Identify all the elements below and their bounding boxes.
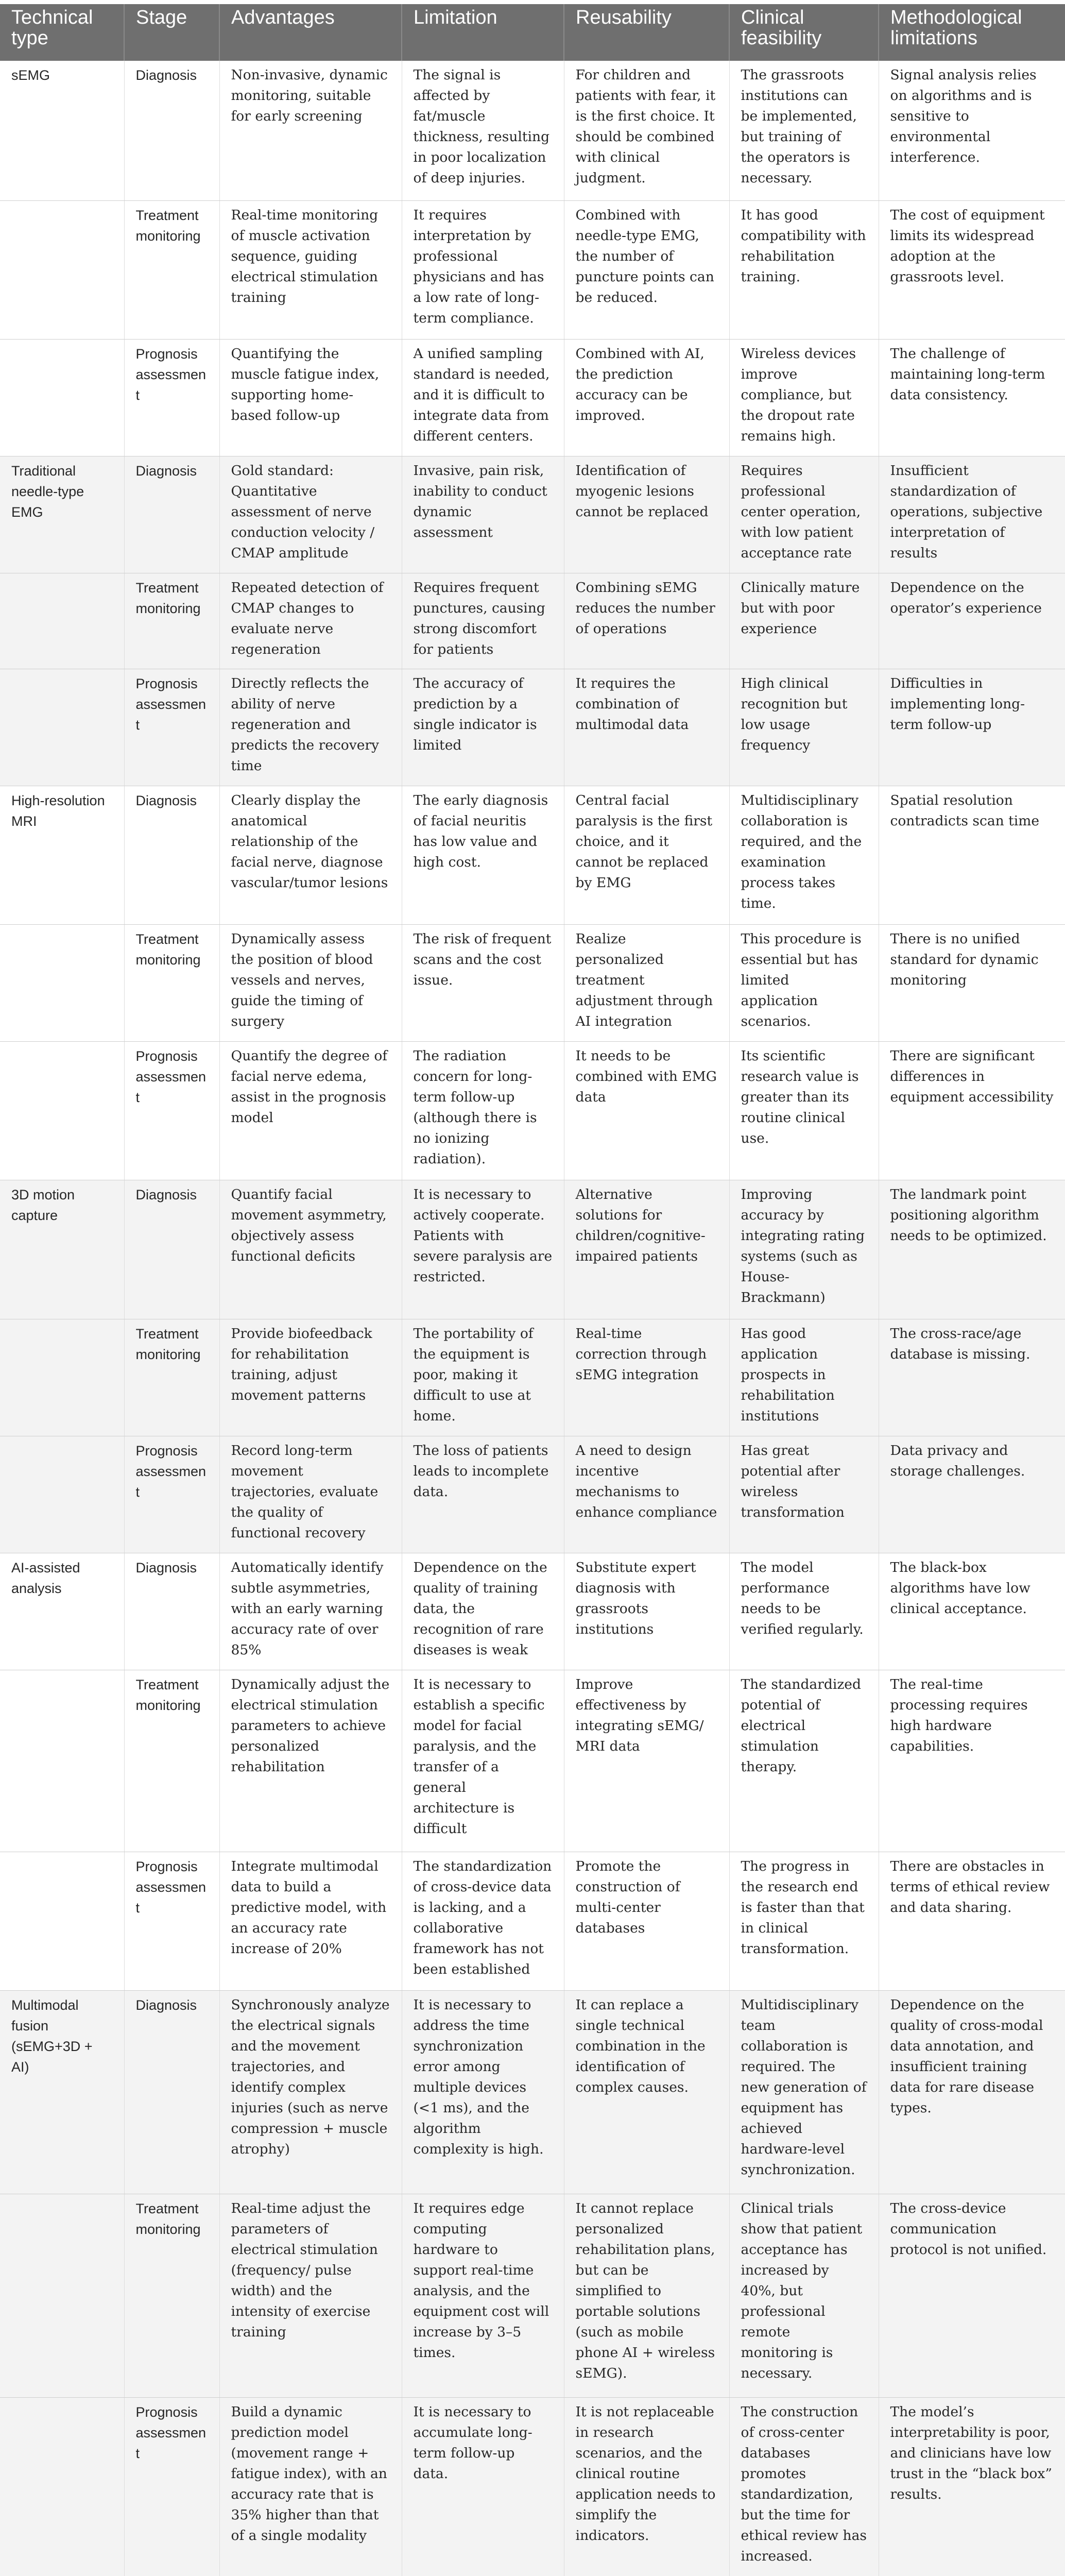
cell-limitation: The accuracy of prediction by a single indicator is limited <box>402 669 564 786</box>
cell-advantages: Directly reflects the ability of nerve regeneration and predicts the recovery time <box>219 669 402 786</box>
cell-limitation: The signal is affected by fat/muscle thickness, resulting in poor localization of deep injuries. <box>402 61 564 200</box>
cell-limitation: The portability of the equipment is poor, making it difficult to use at home. <box>402 1319 564 1436</box>
cell-methodological-limitations: The landmark point positioning algorithm needs to be optimized. <box>879 1180 1065 1319</box>
cell-technical-type: AI-assisted analysis <box>0 1553 124 1670</box>
cell-clinical-feasibility: Multidisciplinary team collaboration is required. The new generation of equipment has achieved hardware-level synchronization. <box>729 1991 879 2194</box>
cell-advantages: Provide biofeedback for rehabilitation training, adjust movement patterns <box>219 1319 402 1436</box>
cell-limitation: Requires frequent punctures, causing strong discomfort for patients <box>402 573 564 669</box>
table-row <box>0 200 1065 339</box>
cell-limitation: The standardization of cross-device data is lacking, and a collaborative framework has not been established <box>402 1852 564 1991</box>
cell-advantages: Real-time adjust the parameters of electrical stimulation (frequency/ pulse width) and the intensity of exercise training <box>219 2194 402 2398</box>
cell-limitation: Invasive, pain risk, inability to conduct dynamic assessment <box>402 456 564 573</box>
cell-technical-type <box>0 1670 124 1852</box>
cell-clinical-feasibility: The standardized potential of electrical stimulation therapy. <box>729 1670 879 1852</box>
table-row <box>0 1553 1065 1670</box>
cell-stage: Diagnosis <box>124 786 219 924</box>
header-methodological-limitations: Methodological limitations <box>879 4 1065 61</box>
table-row <box>0 1319 1065 1436</box>
cell-reusability: It is not replaceable in research scenarios, and the clinical routine application needs to simplify the indicators. <box>564 2397 729 2576</box>
cell-stage: Treatment monitoring <box>124 200 219 339</box>
cell-technical-type <box>0 1319 124 1436</box>
table-row <box>0 2194 1065 2398</box>
cell-stage: Treatment monitoring <box>124 925 219 1042</box>
cell-advantages: Synchronously analyze the electrical signals and the movement trajectories, and identify complex injuries (such as nerve compression + muscle atrophy) <box>219 1991 402 2194</box>
table-row <box>0 2397 1065 2576</box>
header-row <box>0 4 1065 61</box>
cell-reusability: Substitute expert diagnosis with grassroots institutions <box>564 1553 729 1670</box>
cell-stage: Treatment monitoring <box>124 2194 219 2398</box>
cell-advantages: Build a dynamic prediction model (movement range + fatigue index), with an accuracy rate that is 35% higher than that of a single modality <box>219 2397 402 2576</box>
cell-clinical-feasibility: The model performance needs to be verified regularly. <box>729 1553 879 1670</box>
cell-reusability: Promote the construction of multi-center databases <box>564 1852 729 1991</box>
table-body <box>0 61 1065 2576</box>
cell-clinical-feasibility: This procedure is essential but has limited application scenarios. <box>729 925 879 1042</box>
cell-technical-type <box>0 1042 124 1180</box>
cell-reusability: It cannot replace personalized rehabilitation plans, but can be simplified to portable solutions (such as mobile phone AI + wireless sEMG). <box>564 2194 729 2398</box>
cell-technical-type <box>0 1436 124 1553</box>
cell-stage: Prognosis assessment <box>124 2397 219 2576</box>
cell-clinical-feasibility: Requires professional center operation, with low patient acceptance rate <box>729 456 879 573</box>
table-row <box>0 456 1065 573</box>
cell-clinical-feasibility: Improving accuracy by integrating rating systems (such as House-Brackmann) <box>729 1180 879 1319</box>
cell-reusability: Improve effectiveness by integrating sEMG/ MRI data <box>564 1670 729 1852</box>
cell-technical-type <box>0 1852 124 1991</box>
cell-limitation: Dependence on the quality of training data, the recognition of rare diseases is weak <box>402 1553 564 1670</box>
cell-clinical-feasibility: The grassroots institutions can be implemented, but training of the operators is necessary. <box>729 61 879 200</box>
table-row <box>0 1042 1065 1180</box>
cell-stage: Treatment monitoring <box>124 1319 219 1436</box>
table-header <box>0 4 1065 61</box>
cell-reusability: For children and patients with fear, it is the first choice. It should be combined with clinical judgment. <box>564 61 729 200</box>
cell-methodological-limitations: The black-box algorithms have low clinical acceptance. <box>879 1553 1065 1670</box>
cell-methodological-limitations: The challenge of maintaining long-term data consistency. <box>879 339 1065 456</box>
cell-clinical-feasibility: Multidisciplinary collaboration is required, and the examination process takes time. <box>729 786 879 924</box>
cell-stage: Diagnosis <box>124 1991 219 2194</box>
cell-clinical-feasibility: Has good application prospects in rehabilitation institutions <box>729 1319 879 1436</box>
cell-technical-type <box>0 669 124 786</box>
cell-methodological-limitations: Dependence on the operator’s experience <box>879 573 1065 669</box>
table-row <box>0 1180 1065 1319</box>
cell-reusability: A need to design incentive mechanisms to enhance compliance <box>564 1436 729 1553</box>
cell-limitation: The radiation concern for long-term follow-up (although there is no ionizing radiation). <box>402 1042 564 1180</box>
cell-advantages: Clearly display the anatomical relationship of the facial nerve, diagnose vascular/tumor lesions <box>219 786 402 924</box>
cell-clinical-feasibility: Wireless devices improve compliance, but the dropout rate remains high. <box>729 339 879 456</box>
cell-technical-type: High-resolution MRI <box>0 786 124 924</box>
cell-methodological-limitations: Difficulties in implementing long-term follow-up <box>879 669 1065 786</box>
cell-advantages: Automatically identify subtle asymmetries, with an early warning accuracy rate of over 85% <box>219 1553 402 1670</box>
cell-limitation: It is necessary to accumulate long-term follow-up data. <box>402 2397 564 2576</box>
cell-methodological-limitations: Data privacy and storage challenges. <box>879 1436 1065 1553</box>
cell-technical-type <box>0 339 124 456</box>
cell-reusability: Identification of myogenic lesions cannot be replaced <box>564 456 729 573</box>
cell-technical-type <box>0 2194 124 2398</box>
cell-limitation: It is necessary to address the time synchronization error among multiple devices (<1 ms), and the algorithm complexity is high. <box>402 1991 564 2194</box>
cell-clinical-feasibility: Clinical trials show that patient acceptance has increased by 40%, but professional remote monitoring is necessary. <box>729 2194 879 2398</box>
cell-stage: Treatment monitoring <box>124 573 219 669</box>
cell-technical-type <box>0 2397 124 2576</box>
cell-stage: Prognosis assessment <box>124 339 219 456</box>
cell-limitation: It is necessary to establish a specific model for facial paralysis, and the transfer of a general architecture is difficult <box>402 1670 564 1852</box>
cell-advantages: Non-invasive, dynamic monitoring, suitable for early screening <box>219 61 402 200</box>
header-technical-type: Technical type <box>0 4 124 61</box>
cell-advantages: Real-time monitoring of muscle activation sequence, guiding electrical stimulation training <box>219 200 402 339</box>
table-row <box>0 786 1065 924</box>
cell-reusability: Combined with AI, the prediction accuracy can be improved. <box>564 339 729 456</box>
table-row <box>0 1991 1065 2194</box>
cell-clinical-feasibility: Has great potential after wireless transformation <box>729 1436 879 1553</box>
cell-reusability: It can replace a single technical combination in the identification of complex causes. <box>564 1991 729 2194</box>
header-stage: Stage <box>124 4 219 61</box>
cell-limitation: The early diagnosis of facial neuritis has low value and high cost. <box>402 786 564 924</box>
cell-methodological-limitations: The cross-race/age database is missing. <box>879 1319 1065 1436</box>
header-limitation: Limitation <box>402 4 564 61</box>
cell-stage: Diagnosis <box>124 61 219 200</box>
cell-clinical-feasibility: High clinical recognition but low usage frequency <box>729 669 879 786</box>
cell-reusability: It needs to be combined with EMG data <box>564 1042 729 1180</box>
cell-limitation: It requires interpretation by professional physicians and has a low rate of long-term compliance. <box>402 200 564 339</box>
cell-stage: Diagnosis <box>124 456 219 573</box>
cell-technical-type: sEMG <box>0 61 124 200</box>
cell-stage: Treatment monitoring <box>124 1670 219 1852</box>
table-row <box>0 1436 1065 1553</box>
cell-methodological-limitations: Dependence on the quality of cross-modal data annotation, and insufficient training data for rare disease types. <box>879 1991 1065 2194</box>
cell-stage: Diagnosis <box>124 1553 219 1670</box>
table-row <box>0 339 1065 456</box>
cell-advantages: Dynamically assess the position of blood vessels and nerves, guide the timing of surgery <box>219 925 402 1042</box>
header-reusability: Reusability <box>564 4 729 61</box>
table-row <box>0 573 1065 669</box>
cell-limitation: It is necessary to actively cooperate. Patients with severe paralysis are restricted. <box>402 1180 564 1319</box>
cell-methodological-limitations: The real-time processing requires high hardware capabilities. <box>879 1670 1065 1852</box>
cell-technical-type: 3D motion capture <box>0 1180 124 1319</box>
cell-methodological-limitations: There are significant differences in equipment accessibility <box>879 1042 1065 1180</box>
cell-reusability: Combined with needle-type EMG, the number of puncture points can be reduced. <box>564 200 729 339</box>
cell-technical-type <box>0 200 124 339</box>
cell-methodological-limitations: Insufficient standardization of operations, subjective interpretation of results <box>879 456 1065 573</box>
cell-methodological-limitations: The cost of equipment limits its widespread adoption at the grassroots level. <box>879 200 1065 339</box>
cell-reusability: Realize personalized treatment adjustment through AI integration <box>564 925 729 1042</box>
cell-stage: Prognosis assessment <box>124 1852 219 1991</box>
cell-technical-type <box>0 573 124 669</box>
cell-stage: Prognosis assessment <box>124 1436 219 1553</box>
cell-clinical-feasibility: Clinically mature but with poor experience <box>729 573 879 669</box>
cell-methodological-limitations: There is no unified standard for dynamic monitoring <box>879 925 1065 1042</box>
table-row <box>0 669 1065 786</box>
cell-limitation: The risk of frequent scans and the cost issue. <box>402 925 564 1042</box>
cell-stage: Prognosis assessment <box>124 669 219 786</box>
cell-limitation: The loss of patients leads to incomplete data. <box>402 1436 564 1553</box>
table-row <box>0 925 1065 1042</box>
cell-technical-type <box>0 925 124 1042</box>
cell-reusability: Combining sEMG reduces the number of operations <box>564 573 729 669</box>
cell-reusability: Central facial paralysis is the first choice, and it cannot be replaced by EMG <box>564 786 729 924</box>
cell-technical-type: Traditional needle-type EMG <box>0 456 124 573</box>
cell-clinical-feasibility: Its scientific research value is greater than its routine clinical use. <box>729 1042 879 1180</box>
cell-advantages: Quantifying the muscle fatigue index, supporting home-based follow-up <box>219 339 402 456</box>
cell-technical-type: Multimodal fusion (sEMG+3D + AI) <box>0 1991 124 2194</box>
cell-methodological-limitations: Spatial resolution contradicts scan time <box>879 786 1065 924</box>
cell-methodological-limitations: Signal analysis relies on algorithms and is sensitive to environmental interference. <box>879 61 1065 200</box>
cell-advantages: Repeated detection of CMAP changes to evaluate nerve regeneration <box>219 573 402 669</box>
cell-advantages: Record long-term movement trajectories, evaluate the quality of functional recovery <box>219 1436 402 1553</box>
cell-advantages: Dynamically adjust the electrical stimulation parameters to achieve personalized rehabilitation <box>219 1670 402 1852</box>
header-clinical-feasibility: Clinical feasibility <box>729 4 879 61</box>
cell-reusability: Real-time correction through sEMG integration <box>564 1319 729 1436</box>
header-advantages: Advantages <box>219 4 402 61</box>
cell-methodological-limitations: There are obstacles in terms of ethical review and data sharing. <box>879 1852 1065 1991</box>
table-row <box>0 61 1065 200</box>
cell-reusability: Alternative solutions for children/cognitive-impaired patients <box>564 1180 729 1319</box>
technique-comparison-table <box>0 4 1065 2576</box>
table-row <box>0 1852 1065 1991</box>
cell-limitation: A unified sampling standard is needed, and it is difficult to integrate data from different centers. <box>402 339 564 456</box>
cell-stage: Prognosis assessment <box>124 1042 219 1180</box>
cell-clinical-feasibility: The construction of cross-center databases promotes standardization, but the time for ethical review has increased. <box>729 2397 879 2576</box>
cell-limitation: It requires edge computing hardware to support real-time analysis, and the equipment cost will increase by 3–5 times. <box>402 2194 564 2398</box>
cell-advantages: Quantify facial movement asymmetry, objectively assess functional deficits <box>219 1180 402 1319</box>
cell-clinical-feasibility: The progress in the research end is faster than that in clinical transformation. <box>729 1852 879 1991</box>
cell-methodological-limitations: The model’s interpretability is poor, and clinicians have low trust in the “black box” results. <box>879 2397 1065 2576</box>
cell-advantages: Integrate multimodal data to build a predictive model, with an accuracy rate increase of 20% <box>219 1852 402 1991</box>
cell-advantages: Gold standard: Quantitative assessment of nerve conduction velocity / CMAP amplitude <box>219 456 402 573</box>
cell-reusability: It requires the combination of multimodal data <box>564 669 729 786</box>
cell-clinical-feasibility: It has good compatibility with rehabilitation training. <box>729 200 879 339</box>
cell-advantages: Quantify the degree of facial nerve edema, assist in the prognosis model <box>219 1042 402 1180</box>
table-row <box>0 1670 1065 1852</box>
cell-methodological-limitations: The cross-device communication protocol is not unified. <box>879 2194 1065 2398</box>
cell-stage: Diagnosis <box>124 1180 219 1319</box>
